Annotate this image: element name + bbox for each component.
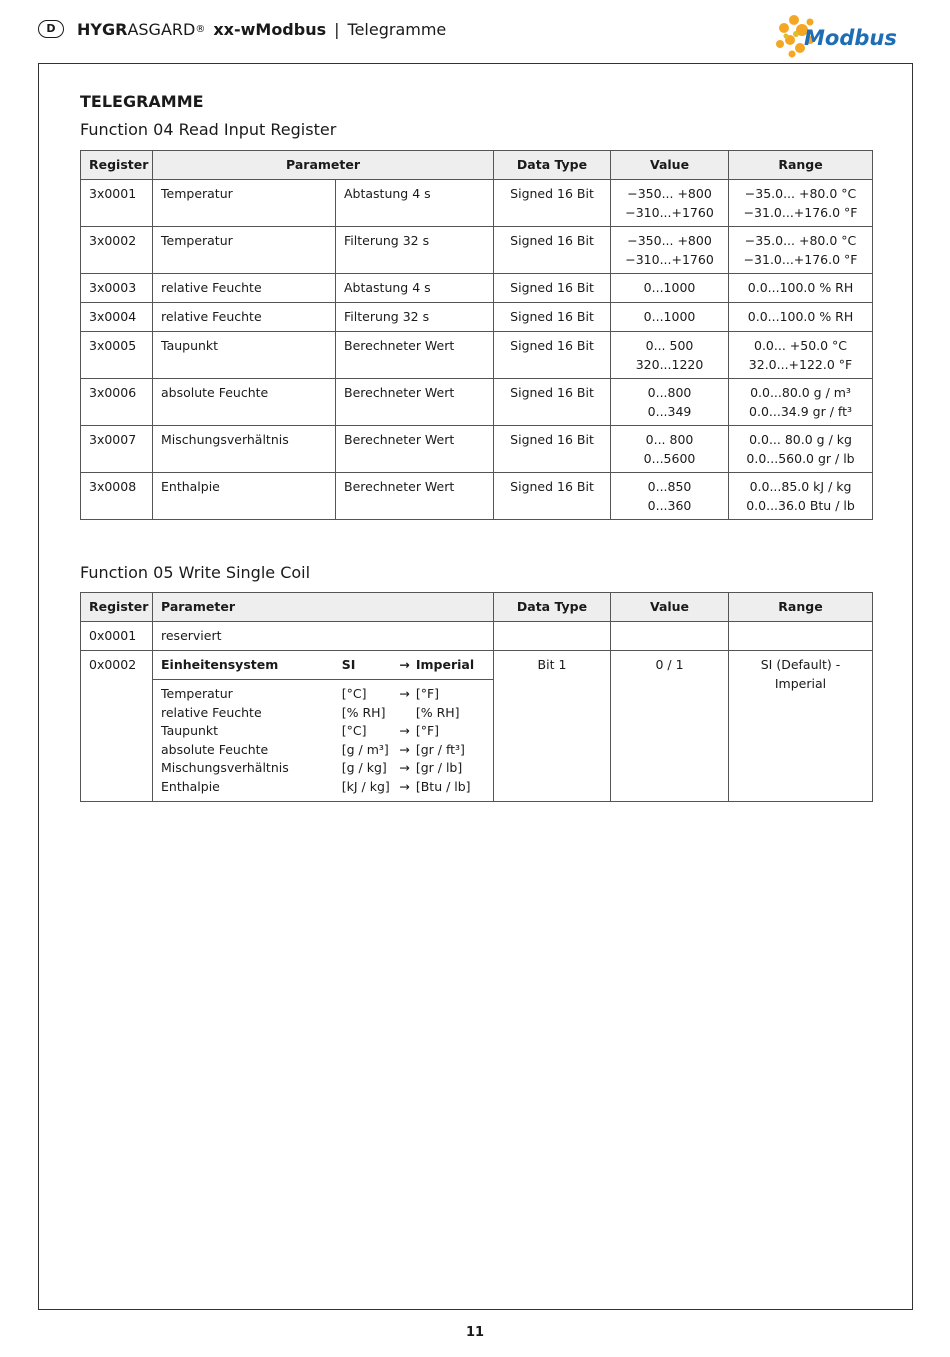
value-line: 0...360 — [647, 497, 692, 513]
data-type-cell: Bit 1 — [494, 651, 611, 802]
value-line: 0...5600 — [643, 450, 696, 466]
range-cell — [729, 332, 873, 379]
language-badge: D — [38, 20, 64, 38]
header-separator: | — [334, 20, 340, 39]
value-line: 0...1000 — [643, 309, 696, 324]
register-cell: 3x0001 — [81, 180, 153, 227]
unit-imperial: [°F] — [415, 723, 440, 738]
header-range: Range — [729, 151, 873, 180]
function04-title: Function 04 Read Input Register — [80, 120, 337, 139]
range-line: 0.0...36.0 Btu / lb — [746, 497, 855, 513]
value-cell — [611, 303, 729, 332]
unit-row — [161, 778, 485, 797]
unit-imperial: [gr / ft³] — [415, 741, 465, 757]
data-type-cell: Signed 16 Bit — [494, 473, 611, 520]
parameter-cell: relative Feuchte — [153, 274, 336, 303]
arrow-right-icon — [393, 704, 416, 723]
section-name: Telegramme — [347, 20, 447, 39]
table-row — [81, 426, 873, 473]
parameter-cell: reserviert — [153, 622, 494, 651]
range-line: −31.0...+176.0 °F — [743, 204, 858, 220]
header-parameter: Parameter — [153, 151, 494, 180]
range-line: 0.0...100.0 % RH — [747, 280, 854, 295]
range-line: 0.0...100.0 % RH — [747, 309, 854, 324]
value-line: 0...850 — [647, 479, 692, 494]
value-line: 0...1000 — [643, 280, 696, 295]
coil-imperial-label: Imperial — [415, 656, 475, 672]
register-cell: 3x0003 — [81, 274, 153, 303]
unit-si: [kJ / kg] — [341, 778, 390, 794]
range-cell — [729, 180, 873, 227]
value-line: 320...1220 — [635, 356, 704, 372]
table-row — [81, 227, 873, 274]
register-cell: 3x0002 — [81, 227, 153, 274]
header-data-type: Data Type — [494, 151, 611, 180]
range-cell — [729, 622, 873, 651]
arrow-right-icon: → — [399, 723, 410, 738]
unit-param: Mischungsverhältnis — [161, 760, 289, 775]
detail-cell: Berechneter Wert — [336, 426, 494, 473]
value-cell — [611, 379, 729, 426]
modbus-logo — [772, 10, 918, 62]
unit-row — [161, 759, 485, 778]
unit-imperial: [°F] — [415, 686, 440, 701]
table-row — [81, 473, 873, 520]
detail-cell: Filterung 32 s — [336, 227, 494, 274]
header-parameter: Parameter — [153, 593, 494, 622]
range-cell — [729, 303, 873, 332]
unit-imperial: [Btu / lb] — [415, 778, 471, 794]
product-name: xx-wModbus — [213, 20, 327, 39]
arrow-right-icon: → — [399, 686, 410, 701]
register-cell: 0x0001 — [81, 622, 153, 651]
unit-row — [161, 741, 485, 760]
register-cell: 3x0004 — [81, 303, 153, 332]
unit-row — [161, 722, 485, 741]
function05-table — [80, 592, 873, 802]
range-cell: SI (Default) - Imperial — [729, 651, 873, 802]
table-row — [81, 651, 873, 802]
parameter-cell: Temperatur — [153, 227, 336, 274]
function04-table — [80, 150, 873, 520]
detail-cell: Abtastung 4 s — [336, 274, 494, 303]
parameter-cell: relative Feuchte — [153, 303, 336, 332]
parameter-cell: Temperatur — [153, 180, 336, 227]
coil-si-label: SI — [341, 656, 356, 672]
unit-param: Taupunkt — [161, 723, 219, 738]
arrow-right-icon: → — [399, 741, 410, 757]
page-header — [38, 18, 914, 58]
range-line: 0.0...80.0 g / m³ — [750, 385, 851, 400]
value-line: 0...349 — [647, 403, 692, 419]
function05-title: Function 05 Write Single Coil — [80, 563, 311, 582]
register-cell: 3x0005 — [81, 332, 153, 379]
range-cell — [729, 473, 873, 520]
value-line: 0... 800 — [645, 432, 694, 447]
value-cell — [611, 622, 729, 651]
detail-cell: Filterung 32 s — [336, 303, 494, 332]
unit-si: [°C] — [341, 686, 367, 701]
register-cell: 3x0008 — [81, 473, 153, 520]
brand-light: ASGARD — [127, 20, 196, 39]
register-cell: 3x0007 — [81, 426, 153, 473]
value-line: −310...+1760 — [625, 251, 714, 267]
range-cell — [729, 379, 873, 426]
data-type-cell: Signed 16 Bit — [494, 426, 611, 473]
range-line: −35.0... +80.0 °C — [744, 186, 857, 201]
unit-param: Enthalpie — [161, 778, 220, 794]
range-cell — [729, 274, 873, 303]
table-row — [81, 180, 873, 227]
parameter-cell: absolute Feuchte — [153, 379, 336, 426]
data-type-cell — [494, 622, 611, 651]
value-cell — [611, 426, 729, 473]
header-range: Range — [729, 593, 873, 622]
header-value: Value — [611, 151, 729, 180]
range-line: −31.0...+176.0 °F — [743, 251, 858, 267]
table-row — [81, 274, 873, 303]
value-cell — [611, 180, 729, 227]
data-type-cell: Signed 16 Bit — [494, 274, 611, 303]
table-row — [81, 332, 873, 379]
unit-si: [g / kg] — [341, 760, 387, 775]
unit-row — [161, 685, 485, 704]
range-line: 32.0...+122.0 °F — [748, 356, 853, 372]
data-type-cell: Signed 16 Bit — [494, 303, 611, 332]
coil-head-row — [153, 651, 493, 680]
detail-cell: Berechneter Wert — [336, 332, 494, 379]
data-type-cell: Signed 16 Bit — [494, 227, 611, 274]
range-cell — [729, 426, 873, 473]
value-cell — [611, 332, 729, 379]
header-title — [77, 20, 446, 40]
data-type-cell: Signed 16 Bit — [494, 332, 611, 379]
unit-si: [g / m³] — [341, 741, 389, 757]
arrow-right-icon: → — [399, 760, 410, 775]
brand-strong: HYGR — [77, 20, 128, 39]
unit-imperial: [gr / lb] — [415, 760, 463, 775]
range-line: 0.0... 80.0 g / kg — [749, 432, 852, 447]
parameter-cell: Taupunkt — [153, 332, 336, 379]
table-row — [81, 379, 873, 426]
arrow-right-icon: → — [399, 656, 410, 672]
range-line: −35.0... +80.0 °C — [744, 233, 857, 248]
coil-param-label: Einheitensystem — [161, 656, 279, 672]
range-cell — [729, 227, 873, 274]
value-cell: 0 / 1 — [611, 651, 729, 802]
value-line: −350... +800 — [627, 233, 712, 248]
data-type-cell: Signed 16 Bit — [494, 180, 611, 227]
value-line: 0... 500 — [645, 338, 694, 353]
brand-registered-mark: ® — [195, 24, 206, 35]
parameter-cell: Mischungsverhältnis — [153, 426, 336, 473]
unit-param: Temperatur — [161, 686, 233, 701]
unit-param: relative Feuchte — [161, 704, 262, 720]
value-cell — [611, 473, 729, 520]
range-line: 0.0...85.0 kJ / kg — [749, 479, 852, 494]
range-line: 0.0... +50.0 °C — [754, 338, 848, 353]
detail-cell: Berechneter Wert — [336, 379, 494, 426]
value-line: −350... +800 — [627, 186, 712, 201]
table-row — [81, 303, 873, 332]
value-cell — [611, 227, 729, 274]
value-cell — [611, 274, 729, 303]
data-type-cell: Signed 16 Bit — [494, 379, 611, 426]
page-number: 11 — [465, 1325, 485, 1340]
header-register: Register — [81, 593, 153, 622]
modbus-logo-text: Modbus — [804, 26, 897, 50]
value-line: 0...800 — [647, 385, 692, 400]
header-register: Register — [81, 151, 153, 180]
coil-parameter-cell — [153, 651, 494, 802]
table-row — [81, 622, 873, 651]
unit-row — [161, 704, 485, 723]
detail-cell: Abtastung 4 s — [336, 180, 494, 227]
detail-cell: Berechneter Wert — [336, 473, 494, 520]
range-line: 0.0...34.9 gr / ft³ — [749, 403, 852, 419]
table-header-row — [81, 593, 873, 622]
unit-param: absolute Feuchte — [161, 741, 269, 757]
unit-list — [153, 680, 493, 801]
register-cell: 0x0002 — [81, 651, 153, 802]
register-cell: 3x0006 — [81, 379, 153, 426]
value-line: −310...+1760 — [625, 204, 714, 220]
table-header-row — [81, 151, 873, 180]
arrow-right-icon: → — [399, 778, 410, 794]
unit-si: [°C] — [341, 723, 367, 738]
unit-imperial: [% RH] — [415, 704, 460, 720]
header-data-type: Data Type — [494, 593, 611, 622]
range-line: 0.0...560.0 gr / lb — [746, 450, 855, 466]
page-title: TELEGRAMME — [80, 92, 204, 111]
parameter-cell: Enthalpie — [153, 473, 336, 520]
unit-si: [% RH] — [341, 704, 386, 720]
header-value: Value — [611, 593, 729, 622]
